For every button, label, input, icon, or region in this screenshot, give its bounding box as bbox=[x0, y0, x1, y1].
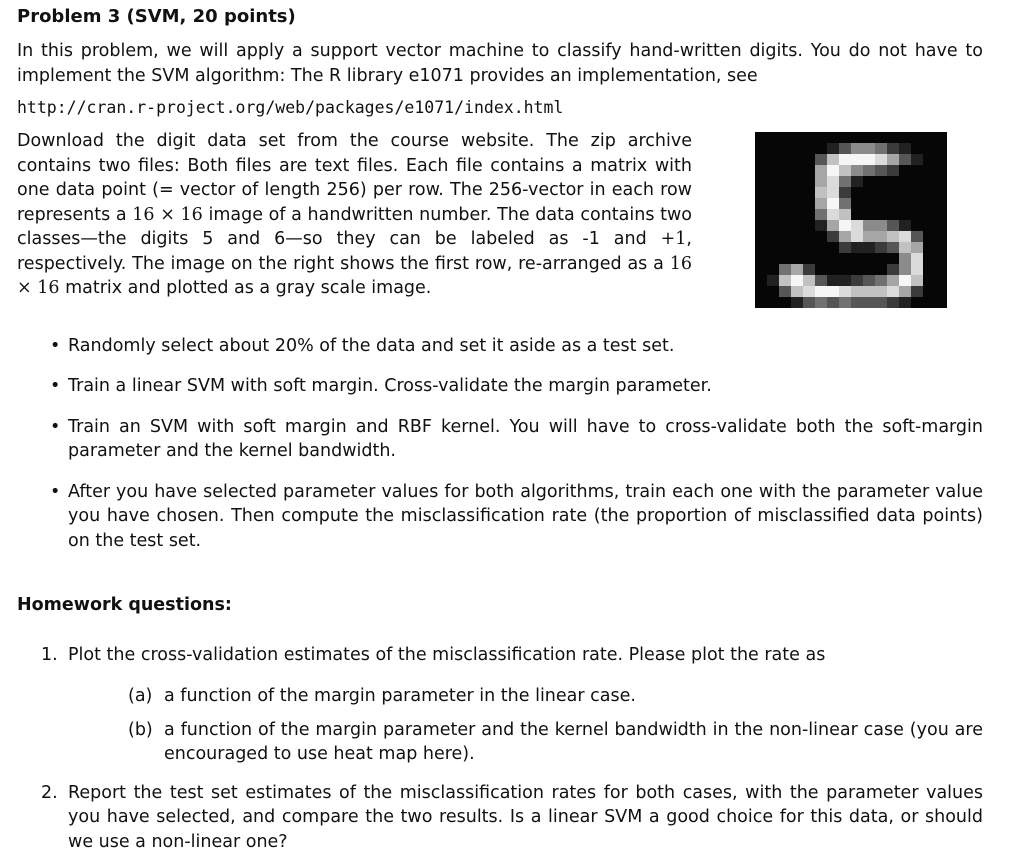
digit-pixel bbox=[851, 275, 863, 286]
digit-pixel bbox=[887, 220, 899, 231]
digit-pixel bbox=[767, 198, 779, 209]
digit-pixel bbox=[767, 264, 779, 275]
digit-pixel bbox=[899, 176, 911, 187]
digit-image-figure bbox=[755, 132, 947, 308]
digit-pixel bbox=[863, 286, 875, 297]
digit-pixel bbox=[803, 242, 815, 253]
digit-pixel bbox=[755, 154, 767, 165]
digit-pixel bbox=[803, 264, 815, 275]
digit-pixel bbox=[935, 264, 947, 275]
digit-pixel bbox=[767, 143, 779, 154]
digit-pixel bbox=[827, 220, 839, 231]
digit-pixel bbox=[767, 220, 779, 231]
bullet-marker: • bbox=[50, 335, 61, 356]
digit-pixel bbox=[815, 143, 827, 154]
digit-pixel bbox=[803, 231, 815, 242]
digit-pixel bbox=[887, 275, 899, 286]
digit-pixel bbox=[863, 154, 875, 165]
digit-pixel bbox=[911, 198, 923, 209]
digit-pixel bbox=[755, 176, 767, 187]
digit-pixel bbox=[767, 275, 779, 286]
digit-pixel bbox=[779, 198, 791, 209]
desc-dim-1: 16 × 16 bbox=[132, 204, 203, 225]
question-number: 2. bbox=[41, 782, 58, 803]
digit-pixel bbox=[923, 187, 935, 198]
desc-plus-one: +1 bbox=[660, 229, 687, 249]
desc-text-1: Download the digit data set from the course website. The zip archive contains two files: Both files are text files. Each file contains a matrix with one data point (= vector of length 256) per row. The 256-vector in each row represents a bbox=[17, 131, 692, 225]
digit-pixel bbox=[875, 286, 887, 297]
digit-pixel bbox=[755, 275, 767, 286]
digit-pixel bbox=[803, 275, 815, 286]
digit-pixel bbox=[851, 253, 863, 264]
digit-pixel bbox=[875, 297, 887, 308]
digit-pixel bbox=[755, 253, 767, 264]
digit-pixel bbox=[803, 220, 815, 231]
sub-question-text: a function of the margin parameter and the kernel bandwidth in the non-linear case (you are encouraged to use heat map here). bbox=[164, 719, 983, 764]
digit-pixel bbox=[839, 187, 851, 198]
digit-pixel bbox=[839, 242, 851, 253]
digit-pixel bbox=[755, 220, 767, 231]
digit-pixel bbox=[803, 176, 815, 187]
digit-pixel bbox=[899, 220, 911, 231]
digit-pixel bbox=[767, 176, 779, 187]
digit-pixel bbox=[851, 231, 863, 242]
digit-pixel bbox=[887, 209, 899, 220]
digit-pixel bbox=[911, 209, 923, 220]
digit-pixel bbox=[887, 143, 899, 154]
digit-pixel bbox=[779, 187, 791, 198]
digit-pixel bbox=[887, 187, 899, 198]
digit-pixel bbox=[863, 176, 875, 187]
digit-pixel bbox=[839, 297, 851, 308]
question-item bbox=[17, 781, 983, 855]
digit-pixel bbox=[779, 143, 791, 154]
task-item bbox=[17, 415, 983, 464]
digit-pixel bbox=[851, 209, 863, 220]
digit-pixel bbox=[803, 165, 815, 176]
digit-pixel bbox=[755, 132, 767, 143]
digit-pixel bbox=[923, 154, 935, 165]
digit-pixel bbox=[803, 253, 815, 264]
digit-pixel bbox=[887, 264, 899, 275]
digit-pixel bbox=[887, 253, 899, 264]
task-text: Train an SVM with soft margin and RBF kernel. You will have to cross-validate both the soft-margin parameter and the kernel bandwidth. bbox=[68, 416, 983, 461]
digit-pixel bbox=[815, 220, 827, 231]
digit-pixel bbox=[899, 253, 911, 264]
digit-pixel bbox=[863, 264, 875, 275]
digit-pixel bbox=[935, 143, 947, 154]
digit-pixel bbox=[911, 231, 923, 242]
digit-pixel bbox=[875, 187, 887, 198]
digit-pixel bbox=[839, 154, 851, 165]
digit-pixel bbox=[875, 275, 887, 286]
digit-pixel bbox=[851, 264, 863, 275]
task-text: Train a linear SVM with soft margin. Cross-validate the margin parameter. bbox=[68, 376, 712, 396]
digit-pixel bbox=[863, 297, 875, 308]
digit-pixel bbox=[851, 154, 863, 165]
digit-pixel bbox=[935, 132, 947, 143]
digit-pixel bbox=[875, 209, 887, 220]
problem-title: Problem 3 (SVM, 20 points) bbox=[17, 6, 296, 27]
digit-pixel bbox=[767, 297, 779, 308]
question-text: Report the test set estimates of the misclassification rates for both cases, with the parameter values you have selected, and compare the two results. Is a linear SVM a good choice for this data, or should we use a non-linear one? bbox=[68, 782, 983, 852]
digit-pixel bbox=[911, 176, 923, 187]
digit-pixel bbox=[899, 187, 911, 198]
digit-pixel bbox=[923, 231, 935, 242]
digit-pixel bbox=[755, 264, 767, 275]
digit-pixel bbox=[767, 165, 779, 176]
task-text: Randomly select about 20% of the data and set it aside as a test set. bbox=[68, 335, 675, 356]
digit-pixel bbox=[899, 275, 911, 286]
digit-pixel bbox=[863, 220, 875, 231]
digit-pixel bbox=[887, 242, 899, 253]
digit-pixel bbox=[935, 209, 947, 220]
question-list bbox=[17, 643, 983, 855]
digit-pixel bbox=[887, 132, 899, 143]
digit-pixel bbox=[875, 231, 887, 242]
digit-pixel bbox=[923, 198, 935, 209]
digit-pixel bbox=[875, 176, 887, 187]
digit-pixel bbox=[791, 275, 803, 286]
digit-pixel bbox=[923, 209, 935, 220]
digit-pixel bbox=[815, 242, 827, 253]
digit-pixel bbox=[779, 286, 791, 297]
digit-pixel bbox=[803, 132, 815, 143]
digit-pixel bbox=[791, 264, 803, 275]
digit-pixel bbox=[899, 154, 911, 165]
digit-pixel bbox=[791, 165, 803, 176]
digit-pixel bbox=[887, 198, 899, 209]
digit-pixel bbox=[851, 297, 863, 308]
digit-pixel bbox=[839, 231, 851, 242]
digit-pixel bbox=[791, 198, 803, 209]
package-url: http://cran.r-project.org/web/packages/e1071/index.html bbox=[17, 98, 564, 117]
digit-pixel bbox=[899, 165, 911, 176]
digit-pixel bbox=[767, 154, 779, 165]
digit-pixel bbox=[779, 209, 791, 220]
digit-pixel bbox=[755, 242, 767, 253]
digit-pixel bbox=[923, 275, 935, 286]
digit-pixel bbox=[827, 176, 839, 187]
digit-pixel bbox=[863, 132, 875, 143]
question-item bbox=[17, 643, 983, 767]
digit-pixel bbox=[851, 187, 863, 198]
digit-pixel bbox=[911, 220, 923, 231]
digit-pixel bbox=[899, 198, 911, 209]
digit-pixel bbox=[887, 165, 899, 176]
digit-pixel bbox=[839, 165, 851, 176]
digit-pixel bbox=[827, 165, 839, 176]
digit-pixel bbox=[935, 286, 947, 297]
digit-pixel bbox=[839, 132, 851, 143]
digit-pixel bbox=[791, 286, 803, 297]
digit-pixel bbox=[851, 242, 863, 253]
digit-pixel bbox=[887, 176, 899, 187]
digit-pixel bbox=[839, 264, 851, 275]
task-item bbox=[17, 480, 983, 554]
digit-pixel bbox=[791, 154, 803, 165]
digit-pixel bbox=[791, 253, 803, 264]
digit-pixel bbox=[935, 231, 947, 242]
digit-pixel bbox=[815, 297, 827, 308]
homework-heading: Homework questions: bbox=[17, 595, 232, 615]
digit-pixel bbox=[791, 242, 803, 253]
digit-pixel bbox=[815, 165, 827, 176]
digit-pixel bbox=[923, 176, 935, 187]
digit-pixel bbox=[767, 231, 779, 242]
digit-pixel bbox=[827, 286, 839, 297]
digit-pixel bbox=[815, 253, 827, 264]
digit-pixel bbox=[815, 264, 827, 275]
bullet-marker: • bbox=[50, 416, 61, 437]
digit-pixel bbox=[803, 286, 815, 297]
digit-pixel bbox=[803, 187, 815, 198]
digit-pixel bbox=[755, 297, 767, 308]
digit-pixel bbox=[875, 220, 887, 231]
digit-pixel bbox=[863, 165, 875, 176]
desc-text-2: image of a handwritten number. The data contains two classes—the digits 5 and 6—so they can be labeled as -1 and bbox=[17, 204, 692, 249]
digit-pixel bbox=[911, 264, 923, 275]
digit-pixel bbox=[779, 132, 791, 143]
digit-pixel bbox=[875, 154, 887, 165]
desc-text-3: , respectively. The image on the right shows the first row, re-arranged as a bbox=[17, 229, 692, 274]
digit-pixel bbox=[791, 176, 803, 187]
digit-pixel bbox=[899, 242, 911, 253]
digit-pixel bbox=[935, 253, 947, 264]
digit-pixel bbox=[875, 132, 887, 143]
digit-pixel bbox=[827, 253, 839, 264]
digit-pixel bbox=[755, 187, 767, 198]
digit-pixel bbox=[779, 165, 791, 176]
digit-pixel bbox=[839, 275, 851, 286]
digit-pixel bbox=[755, 286, 767, 297]
digit-pixel bbox=[863, 275, 875, 286]
digit-pixel bbox=[911, 253, 923, 264]
desc-text-4: matrix and plotted as a gray scale image. bbox=[59, 278, 432, 298]
digit-pixel bbox=[827, 143, 839, 154]
digit-pixel bbox=[779, 242, 791, 253]
digit-pixel bbox=[791, 187, 803, 198]
bullet-marker: • bbox=[50, 376, 61, 396]
digit-pixel bbox=[887, 154, 899, 165]
digit-pixel bbox=[815, 286, 827, 297]
sub-question-text: a function of the margin parameter in the linear case. bbox=[164, 686, 636, 706]
digit-pixel bbox=[779, 154, 791, 165]
sub-question-label: (b) bbox=[128, 719, 153, 740]
digit-pixel bbox=[911, 132, 923, 143]
digit-pixel bbox=[779, 275, 791, 286]
digit-pixel bbox=[827, 297, 839, 308]
digit-pixel bbox=[767, 242, 779, 253]
digit-pixel bbox=[827, 242, 839, 253]
digit-pixel bbox=[863, 253, 875, 264]
digit-pixel bbox=[863, 143, 875, 154]
digit-pixel bbox=[899, 209, 911, 220]
digit-pixel bbox=[923, 143, 935, 154]
digit-pixel bbox=[899, 264, 911, 275]
digit-pixel bbox=[935, 165, 947, 176]
digit-pixel bbox=[935, 242, 947, 253]
desc-dim-2: 16 × 16 bbox=[17, 253, 692, 298]
digit-pixel bbox=[851, 176, 863, 187]
digit-pixel bbox=[779, 264, 791, 275]
digit-pixel bbox=[899, 286, 911, 297]
digit-pixel bbox=[815, 209, 827, 220]
digit-pixel bbox=[911, 242, 923, 253]
digit-pixel bbox=[827, 231, 839, 242]
digit-pixel bbox=[767, 286, 779, 297]
digit-pixel bbox=[911, 286, 923, 297]
digit-pixel bbox=[815, 275, 827, 286]
digit-pixel bbox=[839, 253, 851, 264]
digit-pixel bbox=[935, 154, 947, 165]
digit-pixel bbox=[911, 297, 923, 308]
digit-pixel bbox=[815, 132, 827, 143]
digit-pixel bbox=[791, 132, 803, 143]
task-text: After you have selected parameter values for both algorithms, train each one with the parameter value you have chosen. Then compute the misclassification rate (the proportion of misclassified data points) on the test set. bbox=[68, 481, 983, 551]
digit-pixel bbox=[923, 220, 935, 231]
digit-pixel bbox=[887, 297, 899, 308]
digit-pixel bbox=[911, 187, 923, 198]
digit-pixel bbox=[755, 231, 767, 242]
digit-pixel bbox=[767, 209, 779, 220]
digit-pixel bbox=[935, 297, 947, 308]
digit-pixel bbox=[851, 143, 863, 154]
digit-pixel bbox=[767, 253, 779, 264]
digit-pixel bbox=[899, 297, 911, 308]
digit-pixel bbox=[911, 154, 923, 165]
task-list bbox=[17, 334, 983, 554]
digit-pixel bbox=[839, 176, 851, 187]
digit-pixel bbox=[923, 286, 935, 297]
intro-paragraph: In this problem, we will apply a support vector machine to classify hand-written digits. You do not have to implement the SVM algorithm: The R library e1071 provides an implementation, see bbox=[17, 41, 983, 86]
digit-pixel bbox=[851, 165, 863, 176]
digit-pixel bbox=[935, 176, 947, 187]
bullet-marker: • bbox=[50, 481, 61, 502]
digit-pixel bbox=[899, 143, 911, 154]
digit-pixel bbox=[887, 286, 899, 297]
digit-pixel bbox=[755, 198, 767, 209]
digit-pixel bbox=[803, 297, 815, 308]
question-text: Plot the cross-validation estimates of the misclassification rate. Please plot the rate as bbox=[68, 644, 826, 665]
data-description-block bbox=[17, 129, 983, 301]
digit-pixel bbox=[887, 231, 899, 242]
digit-pixel bbox=[839, 198, 851, 209]
digit-pixel bbox=[851, 198, 863, 209]
digit-pixel bbox=[815, 154, 827, 165]
digit-pixel bbox=[791, 220, 803, 231]
sub-question-item bbox=[117, 718, 983, 767]
digit-pixel bbox=[779, 176, 791, 187]
digit-pixel bbox=[815, 198, 827, 209]
digit-pixel bbox=[875, 165, 887, 176]
digit-pixel bbox=[779, 220, 791, 231]
digit-pixel bbox=[839, 220, 851, 231]
sub-question-item bbox=[117, 684, 983, 709]
document-page bbox=[17, 4, 983, 854]
digit-pixel bbox=[851, 220, 863, 231]
digit-pixel bbox=[803, 143, 815, 154]
digit-pixel bbox=[875, 242, 887, 253]
digit-pixel bbox=[851, 132, 863, 143]
digit-pixel bbox=[767, 187, 779, 198]
digit-pixel bbox=[935, 187, 947, 198]
digit-pixel bbox=[863, 198, 875, 209]
digit-pixel bbox=[767, 132, 779, 143]
digit-pixel bbox=[803, 198, 815, 209]
digit-pixel bbox=[779, 297, 791, 308]
digit-pixel bbox=[839, 209, 851, 220]
digit-pixel bbox=[875, 264, 887, 275]
digit-pixel bbox=[923, 242, 935, 253]
digit-pixel bbox=[899, 231, 911, 242]
data-description-paragraph bbox=[17, 129, 692, 301]
digit-pixel bbox=[839, 143, 851, 154]
digit-pixel bbox=[791, 297, 803, 308]
digit-pixel bbox=[827, 154, 839, 165]
digit-pixel bbox=[863, 242, 875, 253]
digit-pixel bbox=[827, 187, 839, 198]
digit-pixel bbox=[827, 209, 839, 220]
sub-question-label: (a) bbox=[128, 686, 153, 706]
digit-pixel bbox=[911, 165, 923, 176]
digit-pixel bbox=[923, 264, 935, 275]
digit-pixel bbox=[923, 253, 935, 264]
digit-pixel bbox=[827, 275, 839, 286]
digit-pixel bbox=[755, 165, 767, 176]
digit-pixel bbox=[779, 253, 791, 264]
digit-pixel bbox=[755, 143, 767, 154]
digit-pixel bbox=[863, 187, 875, 198]
digit-pixel bbox=[779, 231, 791, 242]
digit-pixel bbox=[803, 209, 815, 220]
digit-pixel bbox=[851, 286, 863, 297]
task-item bbox=[17, 374, 983, 399]
digit-pixel bbox=[791, 209, 803, 220]
task-item bbox=[17, 334, 983, 359]
digit-pixel bbox=[791, 231, 803, 242]
digit-pixel bbox=[863, 231, 875, 242]
digit-pixel bbox=[923, 165, 935, 176]
digit-pixel bbox=[923, 297, 935, 308]
digit-pixel bbox=[863, 209, 875, 220]
digit-pixel bbox=[815, 176, 827, 187]
digit-pixel bbox=[923, 132, 935, 143]
question-number: 1. bbox=[41, 644, 58, 665]
digit-pixel bbox=[875, 198, 887, 209]
digit-pixel bbox=[791, 143, 803, 154]
digit-pixel bbox=[815, 187, 827, 198]
digit-pixel bbox=[875, 253, 887, 264]
digit-pixel bbox=[803, 154, 815, 165]
digit-pixel bbox=[899, 132, 911, 143]
digit-five-image bbox=[755, 132, 947, 308]
digit-pixel bbox=[827, 264, 839, 275]
digit-pixel bbox=[935, 220, 947, 231]
digit-pixel bbox=[875, 143, 887, 154]
digit-pixel bbox=[815, 231, 827, 242]
digit-pixel bbox=[839, 286, 851, 297]
digit-pixel bbox=[935, 275, 947, 286]
digit-pixel bbox=[827, 198, 839, 209]
digit-pixel bbox=[911, 143, 923, 154]
digit-pixel bbox=[935, 198, 947, 209]
sub-question-list bbox=[68, 684, 983, 767]
digit-pixel bbox=[827, 132, 839, 143]
digit-pixel bbox=[911, 275, 923, 286]
digit-pixel bbox=[755, 209, 767, 220]
